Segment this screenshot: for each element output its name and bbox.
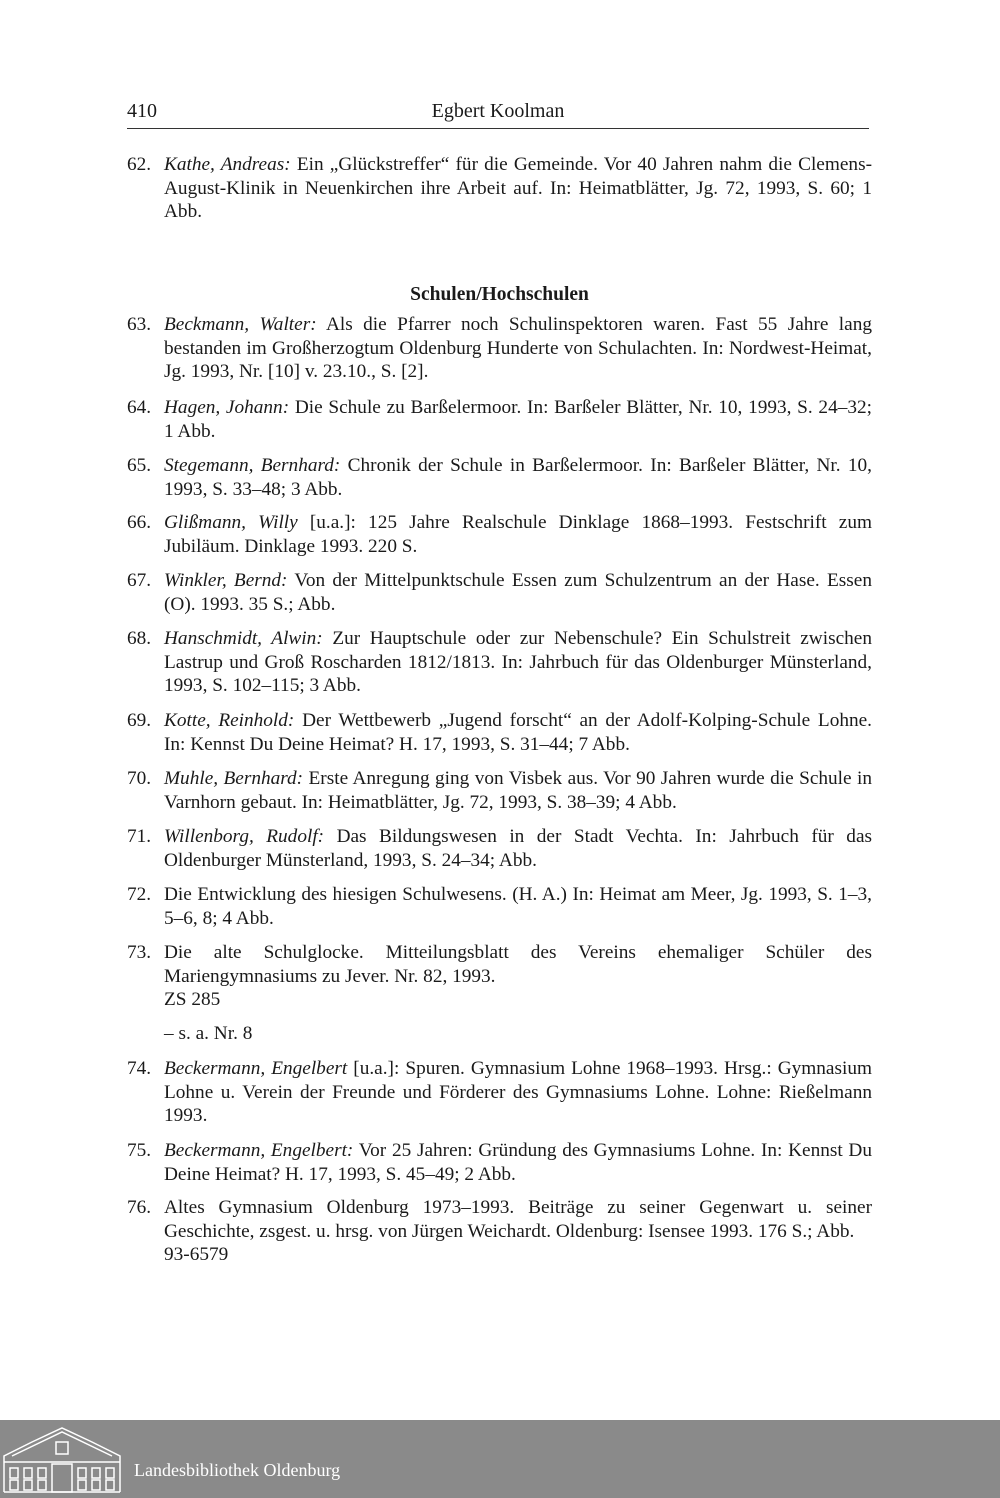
page-number: 410 (127, 100, 157, 122)
entry-number: 66. (127, 512, 152, 533)
entry-note: ZS 285 (164, 989, 221, 1010)
entry-number: 68. (127, 628, 152, 649)
section-heading: Schulen/Hochschulen (410, 284, 589, 305)
list-item (127, 1196, 872, 1267)
entry-note: 93-6579 (164, 1244, 229, 1265)
list-item (127, 511, 872, 558)
entry-author: Beckmann, Walter: (164, 314, 317, 335)
entry-number: 70. (127, 768, 152, 789)
entry-author: Glißmann, Willy (164, 512, 298, 533)
list-item (127, 709, 872, 756)
entry-text: Der Wettbewerb „Jugend forscht“ an der Adolf-Kolping-Schule Lohne. In: Kennst Du Deine Heimat? H. 17, 1993, S. 31–44; 7 Abb. (164, 710, 872, 755)
entry-number: 65. (127, 455, 152, 476)
entry-number: 73. (127, 942, 152, 963)
entry-text: Das Bildungswesen in der Stadt Vechta. In: Jahrbuch für das Oldenburger Münsterland, 1993, S. 24–34; Abb. (164, 826, 873, 871)
library-name: Landesbibliothek Oldenburg (134, 1460, 341, 1480)
list-item (127, 1022, 872, 1046)
entry-text: Zur Hauptschule oder zur Nebenschule? Ein Schulstreit zwischen Lastrup und Groß Roscharden 1812/1813. In: Jahrbuch für das Oldenburger Münsterland, 1993, S. 102–115; 3 Abb. (164, 628, 872, 696)
entry-text: Die Entwicklung des hiesigen Schulwesens. (H. A.) In: Heimat am Meer, Jg. 1993, S. 1–3, 5–6, 8; 4 Abb. (164, 884, 872, 929)
entry-author: Beckermann, Engelbert (164, 1058, 348, 1079)
entry-number: 76. (127, 1197, 152, 1218)
list-item (127, 153, 872, 224)
entry-text: Die alte Schulglocke. Mitteilungsblatt des Vereins ehemaliger Schüler des Mariengymnasiums zu Jever. Nr. 82, 1993. (164, 942, 872, 987)
entry-number: 63. (127, 314, 152, 335)
entry-author: Hanschmidt, Alwin: (164, 628, 323, 649)
entry-number: 62. (127, 154, 152, 175)
entry-author: Muhle, Bernhard: (164, 768, 304, 789)
entry-number: 64. (127, 397, 152, 418)
list-item (127, 396, 872, 443)
entry-author: Beckermann, Engelbert: (164, 1140, 354, 1161)
list-item (127, 313, 872, 384)
page-header (127, 98, 869, 129)
entry-number: 69. (127, 710, 152, 731)
entry-text: Altes Gymnasium Oldenburg 1973–1993. Beiträge zu seiner Gegenwart u. seiner Geschichte, zsgest. u. hrsg. von Jürgen Weichardt. Oldenburg: Isensee 1993. 176 S.; Abb. (164, 1197, 872, 1242)
list-item (127, 825, 872, 872)
entry-text: [u.a.]: Spuren. Gymnasium Lohne 1968–1993. Hrsg.: Gymnasium Lohne u. Verein der Freunde und Förderer des Gymnasiums Lohne. Lohne: Rießelmann 1993. (164, 1058, 872, 1126)
footer-bar (0, 1420, 1000, 1498)
entry-text: – s. a. Nr. 8 (164, 1023, 253, 1044)
list-item (127, 883, 872, 930)
entry-text: Als die Pfarrer noch Schulinspektoren waren. Fast 55 Jahre lang bestanden im Großherzogtum Oldenburg Hunderte von Schulachten. In: Nordwest-Heimat, Jg. 1993, Nr. [10] v. 23.10., S. [2]. (164, 314, 872, 382)
entry-author: Hagen, Johann: (164, 397, 290, 418)
running-title: Egbert Koolman (431, 100, 565, 122)
library-building-icon (2, 1422, 122, 1494)
entry-author: Willenborg, Rudolf: (164, 826, 325, 847)
list-item (127, 1139, 872, 1186)
entry-number: 71. (127, 826, 152, 847)
entry-author: Winkler, Bernd: (164, 570, 288, 591)
entry-number: 75. (127, 1140, 152, 1161)
entry-author: Kathe, Andreas: (164, 154, 291, 175)
entry-number: 67. (127, 570, 152, 591)
entry-text: Die Schule zu Barßelermoor. In: Barßeler Blätter, Nr. 10, 1993, S. 24–32; 1 Abb. (164, 397, 872, 442)
list-item (127, 1057, 872, 1128)
entry-text: [u.a.]: 125 Jahre Realschule Dinklage 1868–1993. Festschrift zum Jubiläum. Dinklage 1993. 220 S. (164, 512, 872, 557)
entry-text: Von der Mittelpunktschule Essen zum Schulzentrum an der Hase. Essen (O). 1993. 35 S.; Abb. (164, 570, 873, 615)
list-item (127, 767, 872, 814)
list-item (127, 569, 872, 616)
entry-text: Chronik der Schule in Barßelermoor. In: Barßeler Blätter, Nr. 10, 1993, S. 33–48; 3 Abb. (164, 455, 872, 500)
entry-author: Kotte, Reinhold: (164, 710, 295, 731)
entry-number: 72. (127, 884, 152, 905)
entry-text: Ein „Glückstreffer“ für die Gemeinde. Vor 40 Jahren nahm die Clemens-August-Klinik in Neuenkirchen ihre Arbeit auf. In: Heimatblätter, Jg. 72, 1993, S. 60; 1 Abb. (164, 154, 872, 222)
list-item (127, 941, 872, 1012)
entry-text: Erste Anregung ging von Visbek aus. Vor 90 Jahren wurde die Schule in Varnhorn gebaut. In: Heimatblätter, Jg. 72, 1993, S. 38–39; 4 Abb. (164, 768, 872, 813)
list-item (127, 454, 872, 501)
entry-number: 74. (127, 1058, 152, 1079)
entry-text: Vor 25 Jahren: Gründung des Gymnasiums Lohne. In: Kennst Du Deine Heimat? H. 17, 1993, S. 45–49; 2 Abb. (164, 1140, 872, 1185)
list-item (127, 627, 872, 698)
entry-author: Stegemann, Bernhard: (164, 455, 341, 476)
